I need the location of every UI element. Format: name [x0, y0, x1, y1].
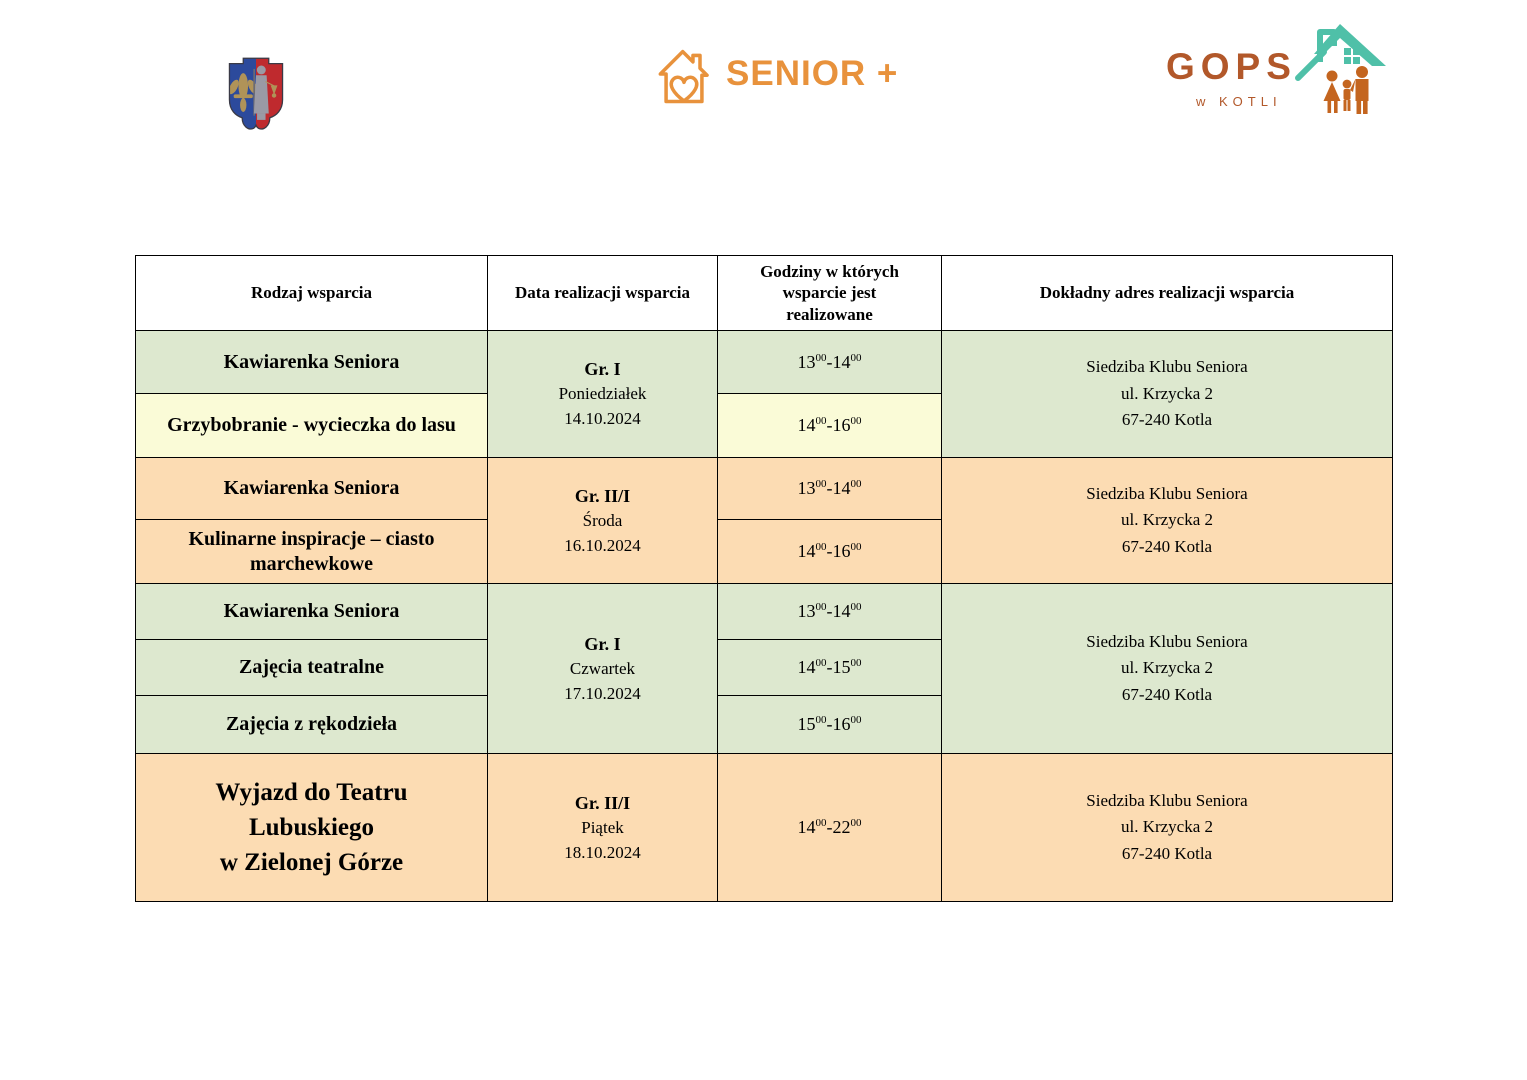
address-line: Siedziba Klubu Seniora	[1086, 357, 1248, 377]
date-cell	[488, 331, 718, 458]
hours-cell	[718, 754, 942, 902]
hours-separator: -	[826, 478, 833, 498]
hours-start-sup: 00	[815, 657, 827, 669]
group-label: Gr. II/I	[574, 485, 631, 506]
hours-start: 14	[797, 817, 816, 837]
senior-plus-house-icon	[652, 42, 716, 106]
hours-separator: -	[826, 601, 833, 621]
hours-start-sup: 00	[815, 415, 827, 427]
group-label: Gr. II/I	[574, 792, 631, 813]
hours-end: 15	[832, 657, 851, 677]
activity-cell: Kawiarenka Seniora	[136, 331, 488, 394]
hours-end-sup: 00	[850, 415, 862, 427]
activity-cell: Zajęcia teatralne	[136, 640, 488, 696]
hours-start-sup: 00	[815, 478, 827, 490]
header-godziny: Godziny w których wsparcie jest realizowane	[718, 256, 942, 331]
table-row	[136, 584, 1393, 640]
hours-cell	[718, 458, 942, 520]
hours-start-sup: 00	[815, 601, 827, 613]
activity-cell: Zajęcia z rękodzieła	[136, 696, 488, 754]
day-label: Poniedziałek	[558, 384, 647, 404]
hours-end-sup: 00	[850, 541, 862, 553]
hours-end-sup: 00	[850, 351, 862, 364]
activity-line: Wyjazd do Teatru	[215, 779, 408, 806]
address-line: ul. Krzycka 2	[1120, 510, 1214, 530]
date-label: 17.10.2024	[564, 683, 641, 703]
hours-separator: -	[826, 714, 833, 734]
hours-cell	[718, 520, 942, 584]
header-data-realizacji: Data realizacji wsparcia	[488, 256, 718, 331]
address-cell	[942, 331, 1393, 458]
hours-end-sup: 00	[850, 714, 862, 726]
hours-start: 14	[797, 657, 816, 677]
activity-cell: Grzybobranie - wycieczka do lasu	[136, 394, 488, 458]
address-cell	[942, 584, 1393, 754]
hours-start: 15	[797, 714, 816, 734]
activity-cell	[136, 754, 488, 902]
table-row	[136, 754, 1393, 902]
date-label: 16.10.2024	[564, 535, 641, 555]
hours-separator: -	[826, 817, 833, 837]
address-line: 67-240 Kotla	[1121, 684, 1213, 704]
hours-end: 16	[832, 541, 851, 561]
gops-sublabel: w KOTLI	[1196, 94, 1282, 109]
hours-start: 14	[797, 541, 816, 561]
address-line: Siedziba Klubu Seniora	[1086, 483, 1248, 503]
senior-plus-label: SENIOR +	[726, 54, 899, 93]
date-label: 14.10.2024	[564, 409, 641, 429]
hours-start: 13	[797, 601, 816, 621]
activity-cell: Kulinarne inspiracje – ciasto marchewkowe	[136, 520, 488, 584]
hours-end-sup: 00	[850, 601, 862, 613]
day-label: Środa	[582, 510, 623, 530]
hours-cell	[718, 584, 942, 640]
hours-start-sup: 00	[815, 351, 827, 364]
date-label: 18.10.2024	[564, 842, 641, 862]
hours-cell	[718, 394, 942, 458]
address-line: 67-240 Kotla	[1121, 536, 1213, 556]
kotla-crest-logo	[222, 54, 290, 143]
address-line: 67-240 Kotla	[1121, 843, 1213, 863]
date-cell	[488, 458, 718, 584]
header-adres: Dokładny adres realizacji wsparcia	[942, 256, 1393, 331]
gops-label: GOPS	[1166, 46, 1297, 87]
day-label: Czwartek	[569, 658, 636, 678]
activity-cell: Kawiarenka Seniora	[136, 458, 488, 520]
date-cell	[488, 754, 718, 902]
activity-line: Lubuskiego	[248, 814, 375, 841]
address-line: ul. Krzycka 2	[1120, 817, 1214, 837]
date-cell	[488, 584, 718, 754]
hours-end: 22	[832, 817, 851, 837]
address-line: ul. Krzycka 2	[1120, 658, 1214, 678]
hours-end: 14	[832, 351, 851, 372]
activity-line: w Zielonej Górze	[219, 849, 404, 876]
table-row	[136, 458, 1393, 520]
address-line: Siedziba Klubu Seniora	[1086, 790, 1248, 810]
table-row	[136, 331, 1393, 394]
hours-end-sup: 00	[850, 817, 862, 829]
address-line: Siedziba Klubu Seniora	[1086, 631, 1248, 651]
address-cell	[942, 458, 1393, 584]
hours-start-sup: 00	[815, 817, 827, 829]
hours-end: 14	[832, 478, 851, 498]
hours-cell	[718, 331, 942, 394]
gops-house-icon	[1284, 18, 1388, 120]
hours-start: 13	[797, 351, 816, 372]
hours-start-sup: 00	[815, 541, 827, 553]
header-rodzaj-wsparcia: Rodzaj wsparcia	[136, 256, 488, 331]
activity-cell: Kawiarenka Seniora	[136, 584, 488, 640]
address-line: ul. Krzycka 2	[1120, 383, 1214, 403]
hours-start: 14	[797, 415, 816, 435]
hours-start: 13	[797, 478, 816, 498]
hours-end: 16	[832, 415, 851, 435]
address-cell	[942, 754, 1393, 902]
senior-plus-logo	[652, 42, 898, 106]
hours-cell	[718, 640, 942, 696]
table-header-row	[136, 256, 1393, 331]
group-label: Gr. I	[584, 633, 621, 654]
group-label: Gr. I	[584, 359, 621, 380]
address-line: 67-240 Kotla	[1121, 410, 1213, 430]
hours-end-sup: 00	[850, 478, 862, 490]
kotla-crest-icon	[222, 54, 290, 138]
hours-start-sup: 00	[815, 714, 827, 726]
hours-end: 16	[832, 714, 851, 734]
hours-separator: -	[826, 541, 833, 561]
hours-separator: -	[826, 657, 833, 677]
hours-separator: -	[826, 415, 833, 435]
hours-cell	[718, 696, 942, 754]
gops-logo	[1164, 18, 1386, 120]
hours-end: 14	[832, 601, 851, 621]
hours-separator: -	[826, 351, 833, 372]
hours-end-sup: 00	[850, 657, 862, 669]
family-figures-icon	[1324, 66, 1369, 114]
schedule-table	[135, 255, 1393, 902]
day-label: Piątek	[581, 817, 624, 837]
